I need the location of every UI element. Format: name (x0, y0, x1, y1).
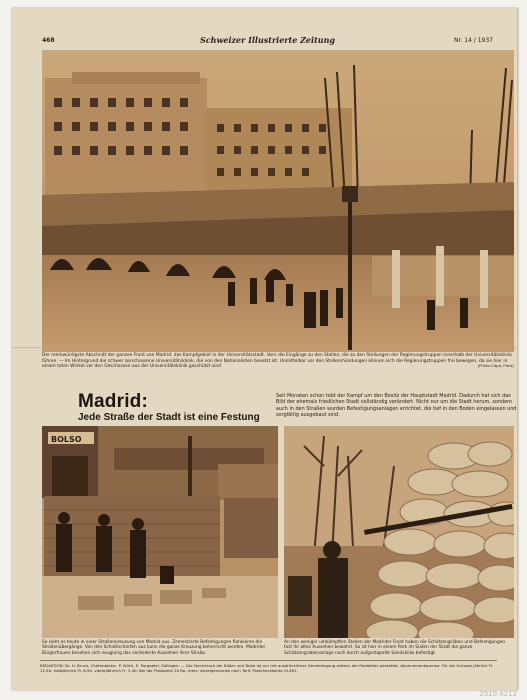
top-photo-caption (42, 353, 514, 370)
pencil-annotation: 2010.4212 (479, 690, 517, 698)
shop-sign: BOLSO (51, 435, 82, 444)
masthead: Schweizer Illustrierte Zeitung (200, 35, 335, 45)
article-subtitle: Jede Straße der Stadt ist eine Festung (78, 412, 260, 423)
bottom-right-photo (284, 426, 514, 638)
top-photo (42, 50, 514, 352)
photo-credit: (Photo Capa, Paris) (477, 363, 514, 368)
article-title: Madrid: (78, 391, 149, 412)
bottom-left-photo (42, 426, 278, 638)
bottom-right-caption: An den weniger umkämpften Stellen der Madrider Front haben die Schützengräben und Befestigungen fast ihr altes Aussehen bewahrt. So ist hier in einem Park im Süden der Stadt die ganze Schützengrabenanlage noch durch aufgestapelte Sandsäcke befestigt. (284, 640, 506, 656)
page-number: 468 (42, 37, 55, 44)
article-body: Seit Monaten schon tobt der Kampf um den Besitz der Hauptstadt Madrid. Dadurch hat sich das Bild der ehemals friedlichen Stadt vollständig verändert. Nicht nur um die Stadt herum, sondern auch in den Straßen wurden Befestigungsanlagen errichtet, die tief in den Boden eingelassen und sorgfältig ausgebaut sind. (276, 393, 517, 419)
magazine-page (12, 8, 518, 690)
issue-number: Nr. 14 / 1937 (454, 37, 493, 44)
editorial-footer: REDAKTION: Dr. H. Bruck, Chefredaktor, P. Wirth, E. Pargaetzi, Zofingen. — Der Nachdruck der Bilder und Texte ist nur mit ausdrücklicher Genehmigung seitens der Redaktion gestattet. Abonnementspreise: Für die Schweiz jährlich Fr. 12.50, halbjährlich Fr. 6.50, vierteljährlich Fr. 3.40. Bei der Poststelle 20 Rp. mehr. Anzeigenpreise nach Tarif. Postcheckkonto VI.481. (40, 660, 497, 674)
top-photo-caption-text: Der merkwürdigste Abschnitt der ganzen Front von Madrid: das Kampfgebiet in der Universitätsstadt. Vorn die Eingänge zu den Stollen, die zu den Stellungen der Regierungstruppen innerhalb der Universitätsklinik führen. — Im Hintergrund die schwer zerschossene Universitätsklinik, die von den Nationalisten besetzt ist. Unmittelbar vor den Stollenmündungen können sich die Regierungstruppen frei bewegen, da sie hier in einem toten Winkel vor den Geschossen aus der Universitätsklinik geschützt sind (42, 353, 512, 369)
page-header (42, 35, 493, 47)
bottom-left-caption: So sieht es heute in einer Straßenkreuzung von Madrid aus. Zementierte Befestigungen flankieren die Straßenübergänge. Von den Schießscharten aus kann die ganze Kreuzung beherrscht werden. Madrider Bürgerfrauen besehen sich neugierig das veränderte Aussehen ihrer Straße. (42, 640, 266, 656)
